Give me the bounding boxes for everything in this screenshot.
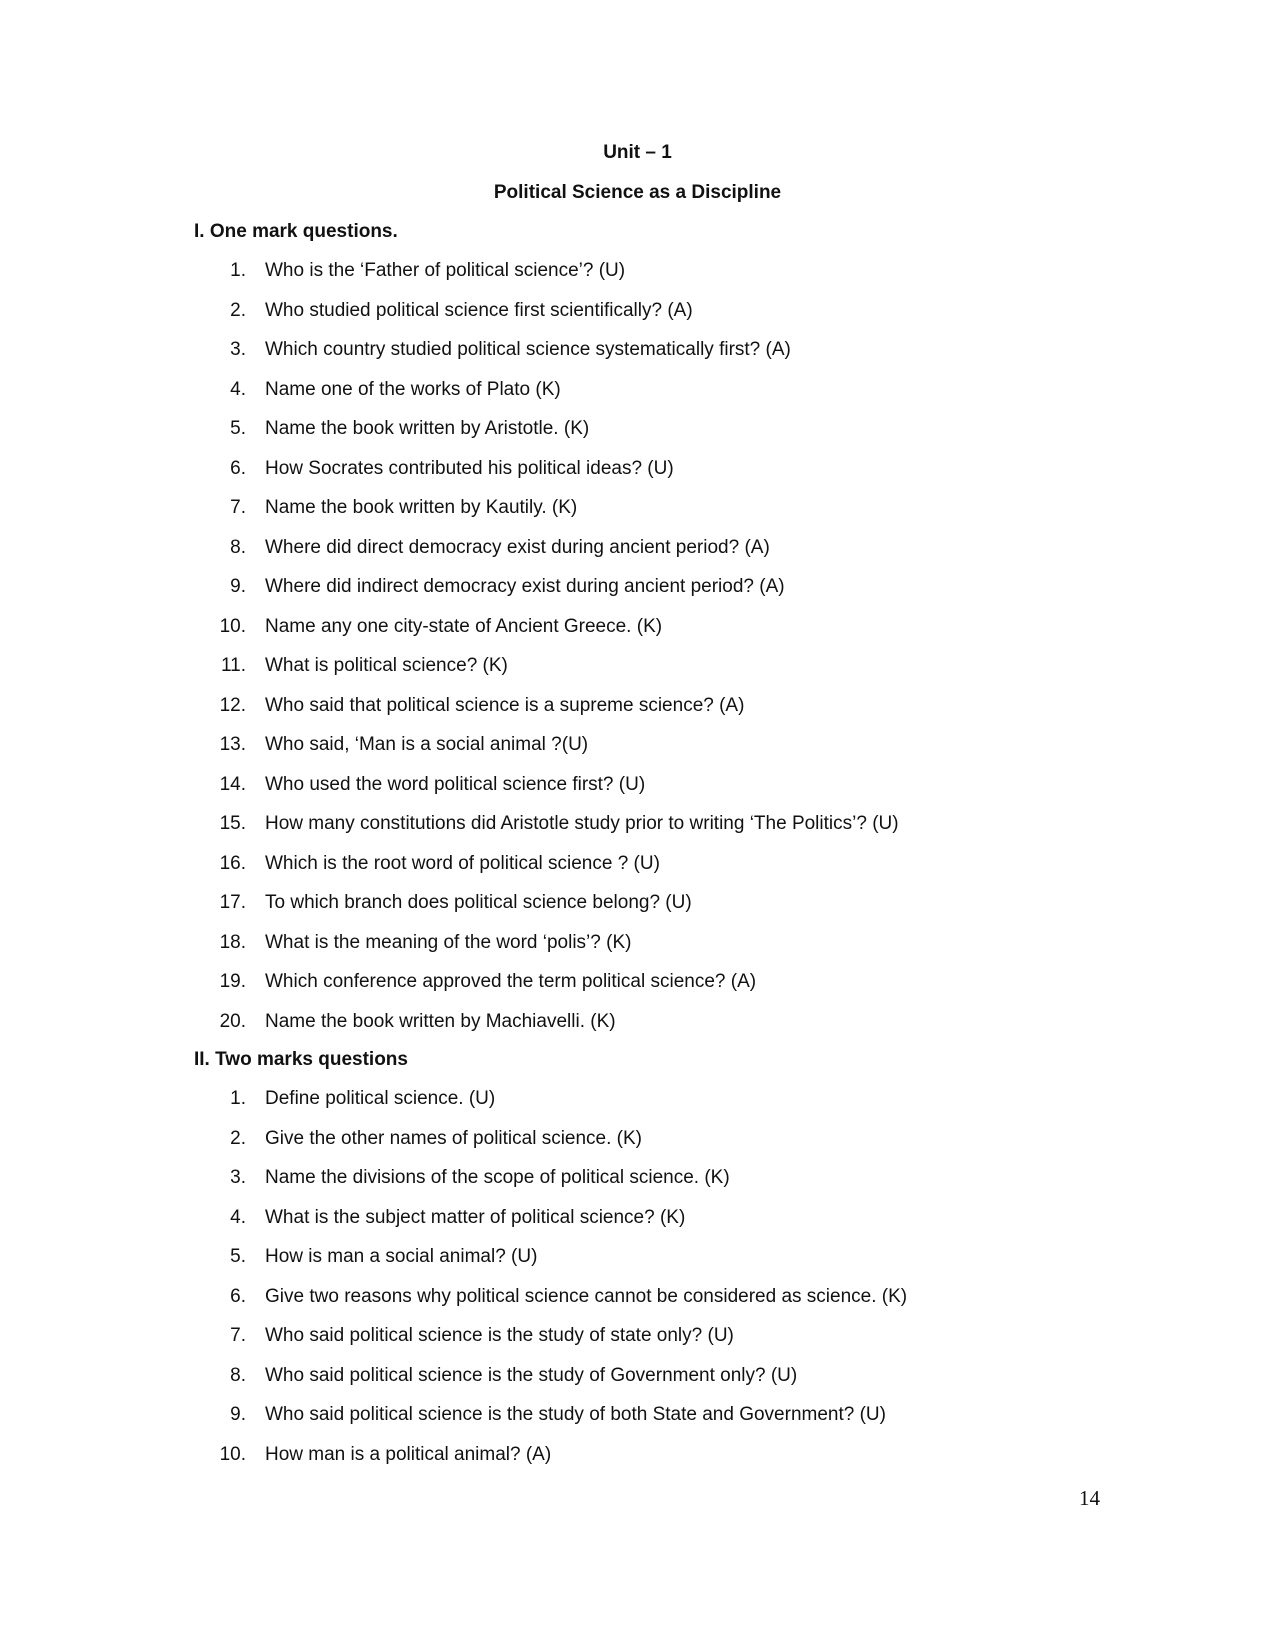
question-number: 18. xyxy=(219,931,246,953)
question-number: 11. xyxy=(220,655,246,676)
question-text: Name the divisions of the scope of political science. (K) xyxy=(265,1167,730,1188)
question-text: Name the book written by Kautily. (K) xyxy=(265,497,578,518)
question-text: Give the other names of political science. (K) xyxy=(265,1127,643,1149)
question-text: Who said political science is the study of Government only? (U) xyxy=(265,1364,798,1386)
question-text: How Socrates contributed his political ideas? (U) xyxy=(265,457,674,479)
question-text: Which conference approved the term political science? (A) xyxy=(265,971,757,992)
question-number: 2. xyxy=(230,1127,246,1149)
question-number: 20. xyxy=(219,1010,246,1032)
question-number: 2. xyxy=(230,299,246,321)
question-number: 4. xyxy=(230,378,246,400)
question-number: 10. xyxy=(219,1443,246,1465)
question-text: What is the subject matter of political science? (K) xyxy=(265,1206,686,1228)
question-text: Who said, ‘Man is a social animal ?(U) xyxy=(265,734,589,755)
question-text: Where did indirect democracy exist during ancient period? (A) xyxy=(265,576,785,597)
question-number: 14. xyxy=(219,773,246,795)
question-number: 1. xyxy=(230,260,246,281)
question-number: 5. xyxy=(230,1246,246,1267)
question-text: Name the book written by Aristotle. (K) xyxy=(265,418,590,439)
question-number: 8. xyxy=(230,536,246,558)
question-number: 9. xyxy=(230,1404,246,1425)
question-text: Where did direct democracy exist during ancient period? (A) xyxy=(265,536,770,558)
question-text: How many constitutions did Aristotle study prior to writing ‘The Politics’? (U) xyxy=(265,813,899,834)
question-number: 12. xyxy=(219,694,246,716)
question-number: 13. xyxy=(219,734,246,755)
page-number: 14 xyxy=(1079,1486,1100,1510)
question-number: 3. xyxy=(230,1167,246,1188)
question-number: 8. xyxy=(230,1364,246,1386)
question-text: Who is the ‘Father of political science’? (U) xyxy=(265,260,626,281)
question-text: Which is the root word of political science ? (U) xyxy=(265,852,660,874)
question-number: 15. xyxy=(219,813,246,834)
unit-title: Unit – 1 xyxy=(603,142,672,163)
question-text: Name any one city-state of Ancient Greece. (K) xyxy=(265,615,663,637)
question-text: Who used the word political science first? (U) xyxy=(265,773,646,795)
section-heading-two-marks: II. Two marks questions xyxy=(194,1049,408,1070)
question-text: Name the book written by Machiavelli. (K) xyxy=(265,1010,616,1032)
question-number: 3. xyxy=(230,339,246,360)
question-text: What is political science? (K) xyxy=(265,655,508,676)
question-text: Who studied political science first scientifically? (A) xyxy=(265,299,693,321)
question-number: 9. xyxy=(230,576,246,597)
question-number: 6. xyxy=(230,1285,246,1307)
question-text: Which country studied political science systematically first? (A) xyxy=(265,339,791,360)
question-number: 1. xyxy=(230,1088,246,1109)
question-number: 19. xyxy=(219,971,246,992)
chapter-title: Political Science as a Discipline xyxy=(493,182,782,203)
question-text: Give two reasons why political science cannot be considered as science. (K) xyxy=(265,1285,908,1307)
question-number: 10. xyxy=(219,615,246,637)
section-heading-one-mark: I. One mark questions. xyxy=(194,221,398,242)
question-number: 7. xyxy=(230,1325,246,1346)
question-number: 4. xyxy=(230,1206,246,1228)
question-number: 16. xyxy=(219,852,246,874)
question-text: How man is a political animal? (A) xyxy=(265,1443,552,1465)
question-number: 7. xyxy=(230,497,246,518)
question-number: 6. xyxy=(230,457,246,479)
question-text: What is the meaning of the word ‘polis’? (K) xyxy=(265,931,632,953)
question-number: 5. xyxy=(230,418,246,439)
question-text: Who said political science is the study of both State and Government? (U) xyxy=(265,1404,886,1425)
question-text: How is man a social animal? (U) xyxy=(265,1246,538,1267)
question-text: Who said political science is the study of state only? (U) xyxy=(265,1325,734,1346)
question-text: To which branch does political science belong? (U) xyxy=(265,892,692,913)
question-text: Who said that political science is a supreme science? (A) xyxy=(265,694,745,716)
question-text: Define political science. (U) xyxy=(265,1088,496,1109)
question-number: 17. xyxy=(219,892,246,913)
question-text: Name one of the works of Plato (K) xyxy=(265,378,561,400)
